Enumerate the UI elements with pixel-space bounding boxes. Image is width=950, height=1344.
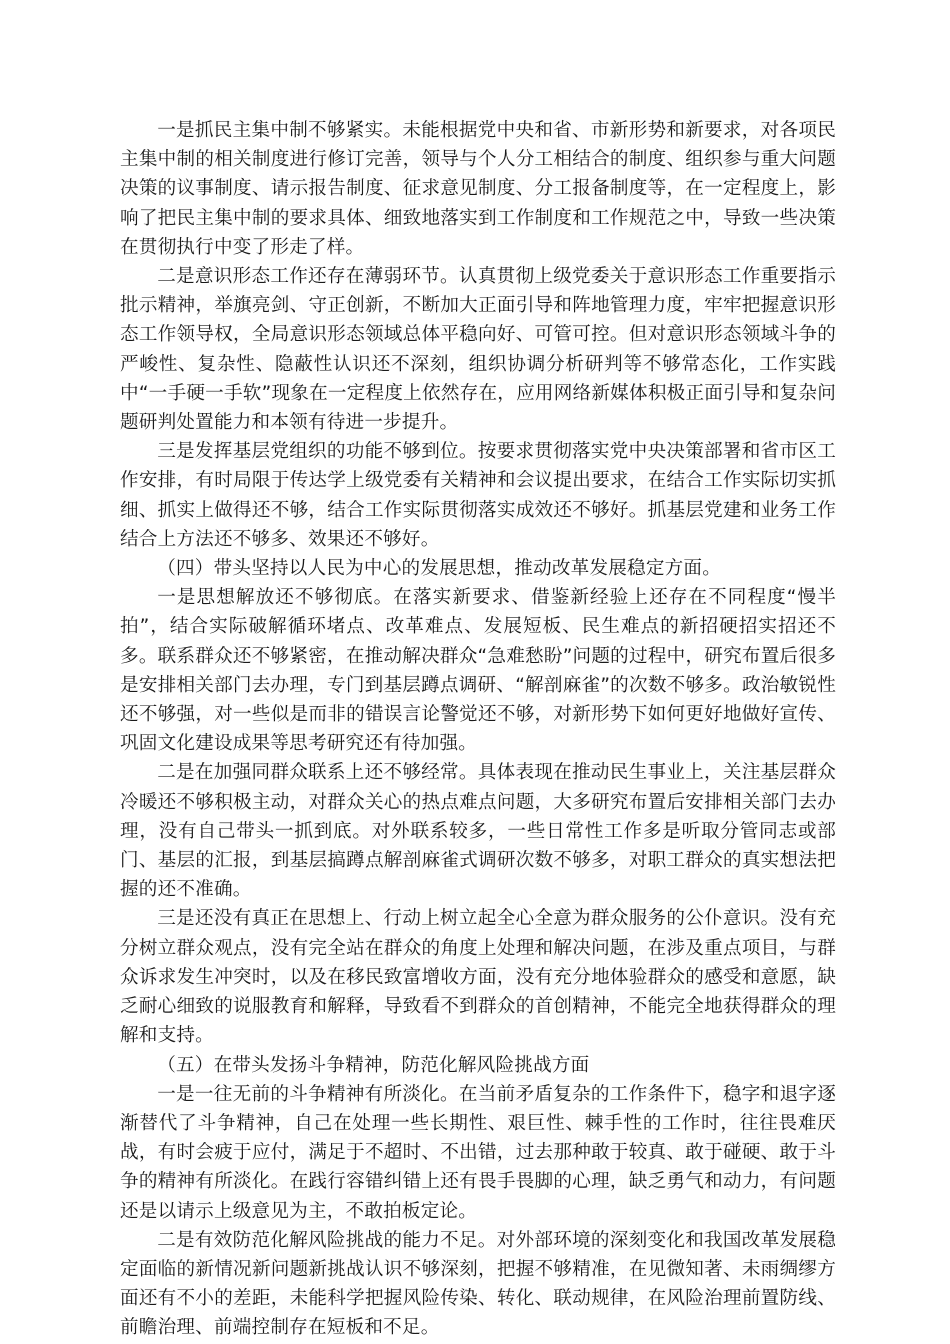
paragraph-7: 三是还没有真正在思想上、行动上树立起全心全意为群众服务的公仆意识。没有充分树立群众观点，没有完全站在群众的角度上处理和解决问题，在涉及重点项目，与群众诉求发生冲突时，以及在移民致富增收方面，没有充分地体验群众的感受和意愿，缺乏耐心细致的说服教育和解释，导致看不到群众的首创精神，不能完全地获得群众的理解和支持。: [120, 908, 836, 1047]
paragraph-1: 一是抓民主集中制不够紧实。未能根据党中央和省、市新形势和新要求，对各项民主集中制的相关制度进行修订完善，领导与个人分工相结合的制度、组织参与重大问题决策的议事制度、请示报告制度、征求意见制度、分工报备制度等，在一定程度上，影响了把民主集中制的要求具体、细致地落实到工作制度和工作规范之中，导致一些决策在贯彻执行中变了形走了样。: [120, 120, 836, 258]
document-body: [120, 116, 836, 1343]
paragraph-10: 二是有效防范化解风险挑战的能力不足。对外部环境的深刻变化和我国改革发展稳定面临的新情况新问题新挑战认识不够深刻，把握不够精准，在见微知著、未雨绸缪方面还有不小的差距，未能科学把握风险传染、转化、联动规律，在风险治理前置防线、前瞻治理、前端控制存在短板和不足。: [120, 1229, 836, 1339]
section-heading-5: （五）在带头发扬斗争精神，防范化解风险挑战方面: [157, 1054, 590, 1076]
paragraph-5: 一是思想解放还不够彻底。在落实新要求、借鉴新经验上还存在不同程度“慢半拍”，结合实际破解循环堵点、改革难点、发展短板、民生难点的新招硬招实招还不多。联系群众还不够紧密，在推动解决群众“急难愁盼”问题的过程中，研究布置后很多是安排相关部门去办理，专门到基层蹲点调研、“解剖麻雀”的次数不够多。政治敏锐性还不够强，对一些似是而非的错误言论警觉还不够，对新形势下如何更好地做好宣传、巩固文化建设成果等思考研究还有待加强。: [120, 587, 836, 755]
section-heading-4: （四）带头坚持以人民为中心的发展思想，推动改革发展稳定方面。: [157, 558, 722, 580]
paragraph-9: 一是一往无前的斗争精神有所淡化。在当前矛盾复杂的工作条件下，稳字和退字逐渐替代了斗争精神，自己在处理一些长期性、艰巨性、棘手性的工作时，往往畏难厌战，有时会疲于应付，满足于不超时、不出错，过去那种敢于较真、敢于碰硬、敢于斗争的精神有所淡化。在践行容错纠错上还有畏手畏脚的心理，缺乏勇气和动力，有问题还是以请示上级意见为主，不敢拍板定论。: [120, 1083, 836, 1222]
paragraph-3: 三是发挥基层党组织的功能不够到位。按要求贯彻落实党中央决策部署和省市区工作安排，有时局限于传达学上级党委有关精神和会议提出要求，在结合工作实际切实抓细、抓实上做得还不够，结合工作实际贯彻落实成效还不够好。抓基层党建和业务工作结合上方法还不够多、效果还不够好。: [120, 441, 836, 550]
paragraph-2: 二是意识形态工作还存在薄弱环节。认真贯彻上级党委关于意识形态工作重要指示批示精神，举旗亮剑、守正创新，不断加大正面引导和阵地管理力度，牢牢把握意识形态工作领导权，全局意识形态领域总体平稳向好、可管可控。但对意识形态领域斗争的严峻性、复杂性、隐蔽性认识还不深刻，组织协调分析研判等不够常态化，工作实践中“一手硬一手软”现象在一定程度上依然存在，应用网络新媒体积极正面引导和复杂问题研判处置能力和本领有待进一步提升。: [120, 266, 836, 434]
paragraph-6: 二是在加强同群众联系上还不够经常。具体表现在推动民生事业上，关注基层群众冷暖还不够积极主动，对群众关心的热点难点问题，大多研究布置后安排相关部门去办理，没有自己带头一抓到底。对外联系较多，一些日常性工作多是听取分管同志或部门、基层的汇报，到基层搞蹲点解剖麻雀式调研次数不够多，对职工群众的真实想法把握的还不准确。: [120, 762, 836, 901]
